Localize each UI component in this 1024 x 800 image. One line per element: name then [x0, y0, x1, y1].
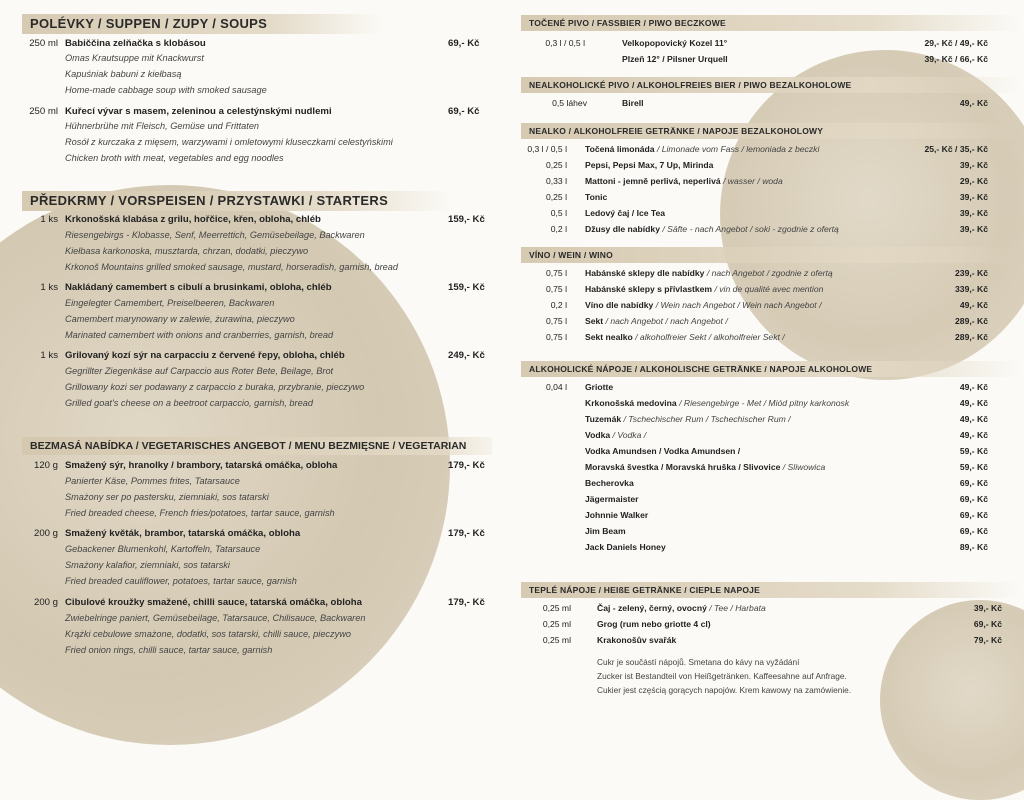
drink-name: Jack Daniels Honey: [585, 542, 666, 552]
drink-translation: / vin de qualité avec mention: [714, 284, 824, 294]
section-title: PŘEDKRMY / VORSPEISEN / PRZYSTAWKI / STARTERS: [30, 193, 389, 208]
section-title: ALKOHOLICKÉ NÁPOJE / ALKOHOLISCHE GETRÄNKE / NAPOJE ALKOHOLOWE: [529, 364, 873, 374]
drink-price: 79,- Kč: [973, 635, 1002, 645]
drink-price: 239,- Kč: [955, 268, 988, 278]
decorative-photo-circle-bottom: [880, 600, 1024, 800]
item-price: 69,- Kč: [448, 106, 480, 117]
item-name: Kuřecí vývar s masem, zeleninou a celestýnskými nudlemi: [65, 106, 332, 117]
item-translation: Rosół z kurczaka z mięsem, warzywami i omletowymi kluseczkami celestyńskimi: [65, 137, 393, 147]
drink-quantity: 0,5 l: [550, 208, 567, 218]
item-translation: Fried breaded cauliflower, potatoes, tartar sauce, garnish: [65, 576, 297, 586]
item-translation: Gebackener Blumenkohl, Kartoffeln, Tatarsauce: [65, 544, 261, 554]
item-quantity: 120 g: [33, 460, 58, 471]
drink-price: 69,- Kč: [959, 510, 988, 520]
section-title: NEALKO / ALKOHOLFREIE GETRÄNKE / NAPOJE BEZALKOHOLOWY: [529, 126, 824, 136]
drink-price: 39,- Kč: [973, 603, 1002, 613]
item-name: Babiččina zelňačka s klobásou: [65, 38, 206, 49]
drink-name: Víno dle nabídky: [585, 300, 654, 310]
item-translation: Hühnerbrühe mit Fleisch, Gemüse und Frittaten: [65, 121, 260, 131]
item-quantity: 1 ks: [40, 214, 58, 225]
drink-price: 49,- Kč: [959, 382, 988, 392]
drink-price: 29,- Kč / 49,- Kč: [924, 38, 988, 48]
drink-translation: / Limonade vom Fass / lemoniada z beczki: [656, 144, 820, 154]
drink-name: Velkopopovický Kozel 11°: [622, 38, 728, 48]
item-price: 179,- Kč: [448, 528, 485, 539]
drink-name: Pepsi, Pepsi Max, 7 Up, Mirinda: [585, 160, 714, 170]
drink-quantity: 0,25 ml: [542, 619, 571, 629]
item-quantity: 1 ks: [40, 350, 58, 361]
drink-name: Jägermaister: [585, 494, 639, 504]
item-translation: Home-made cabbage soup with smoked sausage: [65, 85, 267, 95]
drink-price: 49,- Kč: [959, 430, 988, 440]
section-title: NEALKOHOLICKÉ PIVO / ALKOHOLFREIES BIER / PIWO BEZALKOHOLOWE: [529, 80, 852, 90]
item-quantity: 200 g: [33, 528, 58, 539]
drink-price: 49,- Kč: [959, 398, 988, 408]
item-price: 159,- Kč: [448, 214, 485, 225]
drink-quantity: 0,75 l: [545, 284, 567, 294]
drink-name: Ledový čaj / Ice Tea: [585, 208, 666, 218]
drink-price: 289,- Kč: [955, 316, 988, 326]
item-translation: Fried breaded cheese, French fries/potatoes, tartar sauce, garnish: [65, 508, 335, 518]
drink-quantity: 0,2 l: [550, 224, 567, 234]
item-translation: Marinated camembert with onions and cranberries, garnish, bread: [65, 330, 334, 340]
section-title: TOČENÉ PIVO / FASSBIER / PIWO BECZKOWE: [529, 18, 726, 28]
drink-price: 69,- Kč: [959, 494, 988, 504]
drink-name: Točená limonáda: [585, 144, 655, 154]
item-price: 69,- Kč: [448, 38, 480, 49]
drink-translation: / wasser / woda: [723, 176, 783, 186]
drink-price: 49,- Kč: [959, 414, 988, 424]
section-title: TEPLÉ NÁPOJE / HEIßE GETRÄNKE / CIEPLE NAPOJE: [529, 585, 760, 595]
section-header-hot-drinks: [521, 582, 1021, 598]
item-translation: Camembert marynowany w zalewie, żurawina, pieczywo: [65, 314, 295, 324]
item-quantity: 250 ml: [29, 38, 58, 49]
section-header-vegetarian: [22, 437, 492, 455]
drink-name: Sekt nealko: [585, 332, 633, 342]
item-quantity: 1 ks: [40, 282, 58, 293]
item-translation: Grilled goat's cheese on a beetroot carpaccio, garnish, bread: [65, 398, 313, 408]
drink-quantity: 0,33 l: [545, 176, 567, 186]
drink-translation: / alkoholfreier Sekt / alkoholfreier Sekt /: [635, 332, 785, 342]
drink-name: Becherovka: [585, 478, 634, 488]
drink-name: Krakonošův svařák: [597, 635, 677, 645]
section-header-alcoholic-drinks: [521, 361, 1021, 377]
drink-price: 39,- Kč / 66,- Kč: [924, 54, 988, 64]
section-header-wine: [521, 247, 1021, 263]
item-price: 179,- Kč: [448, 597, 485, 608]
item-translation: Krkonoš Mountains grilled smoked sausage, mustard, horseradish, garnish, bread: [65, 262, 398, 272]
item-quantity: 200 g: [33, 597, 58, 608]
section-title: VÍNO / WEIN / WINO: [529, 250, 613, 260]
drink-quantity: 0,25 ml: [542, 603, 571, 613]
drink-name: Plzeň 12° / Pilsner Urquell: [622, 54, 728, 64]
drink-price: 25,- Kč / 35,- Kč: [924, 144, 988, 154]
drink-price: 59,- Kč: [959, 462, 988, 472]
drink-name: Habánské sklepy dle nabídky: [585, 268, 705, 278]
sugar-cream-note: Zucker ist Bestandteil von Heißgetränken. Kaffeesahne auf Anfrage.: [597, 671, 847, 681]
item-name: Smažený sýr, hranolky / brambory, tatarská omáčka, obloha: [65, 460, 338, 471]
section-header-starters: [22, 191, 452, 211]
drink-name: Grog (rum nebo griotte 4 cl): [597, 619, 711, 629]
drink-price: 29,- Kč: [959, 176, 988, 186]
drink-name: Tuzemák: [585, 414, 622, 424]
drink-name: Tonic: [585, 192, 608, 202]
drink-name: Vodka: [585, 430, 611, 440]
item-translation: Chicken broth with meat, vegetables and egg noodles: [65, 153, 284, 163]
item-translation: Krążki cebulowe smażone, dodatki, sos tatarski, chilli sauce, pieczywo: [65, 629, 351, 639]
drink-translation: / Tee / Harbata: [709, 603, 766, 613]
drink-price: 69,- Kč: [959, 526, 988, 536]
item-translation: Riesengebirgs - Klobasse, Senf, Meerrettich, Gemüsebeilage, Backwaren: [65, 230, 365, 240]
drink-quantity: 0,5 láhev: [552, 98, 587, 108]
drink-price: 39,- Kč: [959, 224, 988, 234]
drink-price: 289,- Kč: [955, 332, 988, 342]
section-title: POLÉVKY / SUPPEN / ZUPY / SOUPS: [30, 16, 268, 31]
item-price: 179,- Kč: [448, 460, 485, 471]
drink-quantity: 0,3 l / 0,5 l: [527, 144, 567, 154]
drink-name: Birell: [622, 98, 644, 108]
drink-name: Habánské sklepy s přívlastkem: [585, 284, 713, 294]
drink-quantity: 0,2 l: [550, 300, 567, 310]
drink-translation: / Riesengebirge - Met / Miód pitny karkonosk: [679, 398, 850, 408]
item-price: 249,- Kč: [448, 350, 485, 361]
item-name: Nakládaný camembert s cibulí a brusinkami, obloha, chléb: [65, 282, 332, 293]
item-price: 159,- Kč: [448, 282, 485, 293]
drink-name: Jim Beam: [585, 526, 626, 536]
item-translation: Eingelegter Camembert, Preiselbeeren, Backwaren: [65, 298, 275, 308]
drink-translation: / Vodka /: [612, 430, 647, 440]
section-header-soft-drinks: [521, 123, 1021, 139]
section-header-soups: [22, 14, 382, 34]
drink-quantity: 0,25 l: [545, 160, 567, 170]
item-name: Krkonošská klabása z grilu, hořčice, křen, obloha, chléb: [65, 214, 321, 225]
item-translation: Fried onion rings, chilli sauce, tartar sauce, garnish: [65, 645, 273, 655]
drink-name: Moravská švestka / Moravská hruška / Slivovice: [585, 462, 781, 472]
item-translation: Gegrillter Ziegenkäse auf Carpaccio aus Roter Bete, Beilage, Brot: [65, 366, 334, 376]
drink-price: 69,- Kč: [973, 619, 1002, 629]
drink-price: 49,- Kč: [959, 300, 988, 310]
drink-translation: / nach Angebot / nach Angebot /: [605, 316, 728, 326]
item-translation: Smażony ser po pastersku, ziemniaki, sos tatarski: [65, 492, 269, 502]
section-header-nonalcoholic-beer: [521, 77, 1021, 93]
item-name: Smažený květák, brambor, tatarská omáčka, obloha: [65, 528, 301, 539]
drink-quantity: 0,75 l: [545, 268, 567, 278]
drink-name: Vodka Amundsen / Vodka Amundsen /: [585, 446, 741, 456]
drink-price: 69,- Kč: [959, 478, 988, 488]
item-translation: Zwiebelringe paniert, Gemüsebeilage, Tatarsauce, Chilisauce, Backwaren: [65, 613, 366, 623]
item-name: Cibulové kroužky smažené, chilli sauce, tatarská omáčka, obloha: [65, 597, 362, 608]
drink-name: Griotte: [585, 382, 614, 392]
drink-name: Johnnie Walker: [585, 510, 649, 520]
item-translation: Kapuśniak babuni z kiełbasą: [65, 69, 182, 79]
sugar-cream-note: Cukr je součástí nápojů. Smetana do kávy na vyžádání: [597, 657, 800, 667]
section-header-draft-beer: [521, 15, 1021, 31]
drink-price: 89,- Kč: [959, 542, 988, 552]
drink-name: Krkonošská medovina: [585, 398, 677, 408]
item-translation: Grillowany kozi ser podawany z carpaccio z buraka, przybranie, pieczywo: [65, 382, 365, 392]
item-translation: Smażony kalafior, ziemniaki, sos tatarski: [65, 560, 230, 570]
drink-quantity: 0,3 l / 0,5 l: [545, 38, 585, 48]
drink-quantity: 0,75 l: [545, 316, 567, 326]
drink-price: 49,- Kč: [959, 98, 988, 108]
section-title: BEZMASÁ NABÍDKA / VEGETARISCHES ANGEBOT / MENU BEZMIĘSNE / VEGETARIAN: [30, 440, 467, 452]
drink-price: 39,- Kč: [959, 192, 988, 202]
drink-price: 39,- Kč: [959, 160, 988, 170]
drink-quantity: 0,25 l: [545, 192, 567, 202]
drink-translation: / Wein nach Angebot / Wein nach Angebot /: [655, 300, 822, 310]
drink-quantity: 0,25 ml: [542, 635, 571, 645]
drink-price: 339,- Kč: [955, 284, 988, 294]
drink-price: 39,- Kč: [959, 208, 988, 218]
drink-quantity: 0,04 l: [545, 382, 567, 392]
item-translation: Panierter Käse, Pommes frites, Tatarsauce: [65, 476, 240, 486]
item-name: Grilovaný kozí sýr na carpacciu z červené řepy, obloha, chléb: [65, 350, 345, 361]
drink-translation: / nach Angebot / zgodnie z ofertą: [706, 268, 833, 278]
drink-name: Mattoni - jemně perlivá, neperlivá: [585, 176, 721, 186]
drink-translation: / Säfte - nach Angebot / soki - zgodnie z ofertą: [662, 224, 839, 234]
drink-name: Čaj - zelený, černý, ovocný: [597, 603, 707, 613]
drink-name: Džusy dle nabídky: [585, 224, 660, 234]
sugar-cream-note: Cukier jest częścią gorących napojów. Krem kawowy na zamówienie.: [597, 685, 852, 695]
drink-translation: / Tschechischer Rum / Tschechischer Rum /: [623, 414, 791, 424]
drink-quantity: 0,75 l: [545, 332, 567, 342]
item-translation: Omas Krautsuppe mit Knackwurst: [65, 53, 204, 63]
item-quantity: 250 ml: [29, 106, 58, 117]
item-translation: Kiełbasa karkonoska, musztarda, chrzan, dodatki, pieczywo: [65, 246, 309, 256]
drink-translation: / Sliwowica: [782, 462, 826, 472]
drink-name: Sekt: [585, 316, 604, 326]
drink-price: 59,- Kč: [959, 446, 988, 456]
